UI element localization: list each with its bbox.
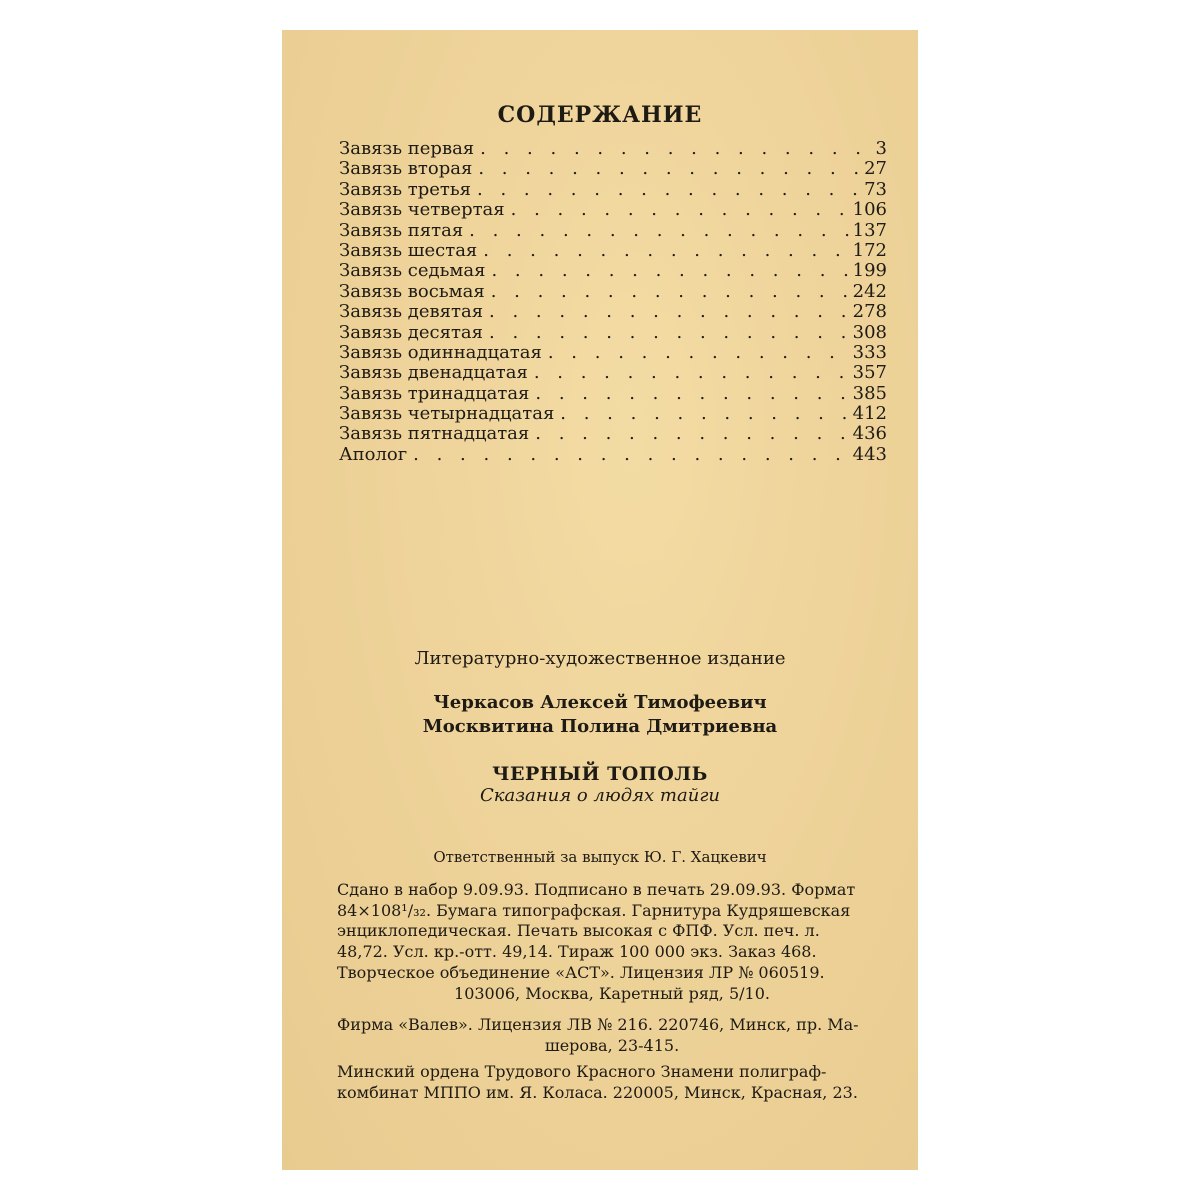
toc-entry [339,282,887,302]
toc-leader-dots [469,221,848,241]
toc-leader-dots [491,261,848,281]
toc-entry-title: Завязь третья [339,178,472,200]
toc-leader-dots [480,139,871,159]
toc-leader-dots [477,180,860,200]
toc-entry [339,343,887,363]
toc-entry [339,180,887,200]
toc-entry-page: 278 [852,301,887,323]
print-details-line: энциклопедическая. Печать высокая с ФПФ. Усл. печ. л. [337,921,820,940]
book-page [282,30,918,1170]
toc-leader-dots [413,445,848,465]
toc-entry [339,302,887,322]
print-details-line: Сдано в набор 9.09.93. Подписано в печать 29.09.93. Формат [337,880,856,899]
toc-entry-title: Завязь четырнадцатая [339,403,555,425]
toc-entry-page: 443 [852,443,887,465]
toc-entry-title: Завязь пятая [339,219,464,241]
toc-entry-page: 172 [852,239,887,261]
toc-leader-dots [489,323,849,343]
toc-entry-title: Завязь одиннадцатая [339,341,542,363]
toc-entry [339,261,887,281]
responsible-editor: Ответственный за выпуск Ю. Г. Хацкевич [433,848,767,866]
toc-entry [339,363,887,383]
printer-info-line: Минский ордена Трудового Красного Знамени полиграф- [337,1062,827,1081]
toc-entry-page: 242 [852,280,887,302]
toc-entry-page: 73 [864,178,887,200]
toc-entry-page: 137 [852,219,887,241]
toc-entry [339,241,887,261]
toc-entry [339,221,887,241]
toc-entry-title: Завязь девятая [339,301,484,323]
toc-entry-page: 357 [852,362,887,384]
book-subtitle: Сказания о людях тайги [479,785,721,806]
print-details-line: 48,72. Усл. кр.-отт. 49,14. Тираж 100 000 экз. Заказ 468. [337,941,817,961]
toc-leader-dots [511,200,849,220]
book-title: ЧЕРНЫЙ ТОПОЛЬ [492,763,708,785]
toc-entry [339,139,887,159]
toc-entry [339,200,887,220]
toc-entry-title: Завязь четвертая [339,199,505,221]
toc-entry-page: 308 [852,321,887,343]
toc-entry-title: Аполог [339,443,408,465]
toc-entry-page: 385 [852,382,887,404]
toc-entry-page: 436 [852,423,887,445]
table-of-contents [339,139,887,465]
toc-entry-title: Завязь первая [339,138,475,159]
toc-entry-page: 412 [852,403,887,425]
toc-leader-dots [535,384,848,404]
toc-entry-page: 27 [864,158,887,180]
publisher-ast [337,963,887,1004]
toc-entry-page: 333 [852,341,887,363]
toc-entry [339,424,887,444]
toc-entry-title: Завязь седьмая [339,260,486,282]
toc-leader-dots [534,363,849,383]
author-name: Москвитина Полина Дмитриевна [422,716,778,737]
toc-leader-dots [483,241,848,261]
toc-entry-title: Завязь восьмая [339,280,485,302]
printer-info [337,1062,887,1103]
toc-entry-page: 106 [852,199,887,221]
publisher-ast-line: Творческое объединение «АСТ». Лицензия ЛР № 060519. [337,963,825,982]
toc-entry-title: Завязь двенадцатая [339,362,528,384]
toc-leader-dots [560,404,848,424]
toc-entry-page: 3 [875,138,887,159]
toc-leader-dots [535,424,848,444]
toc-entry [339,159,887,179]
toc-leader-dots [489,302,849,322]
toc-entry-title: Завязь шестая [339,239,478,261]
toc-leader-dots [548,343,849,363]
publisher-valev [337,1015,887,1056]
print-details [337,880,887,962]
toc-entry-title: Завязь десятая [339,321,483,343]
toc-leader-dots [491,282,849,302]
publisher-valev-line: Фирма «Валев». Лицензия ЛВ № 216. 220746, Минск, пр. Ма- [337,1015,859,1034]
toc-entry [339,323,887,343]
toc-entry-title: Завязь тринадцатая [339,382,530,404]
toc-entry [339,445,887,465]
toc-entry [339,404,887,424]
toc-leader-dots [478,159,860,179]
edition-genre: Литературно-художественное издание [414,648,786,669]
toc-entry-title: Завязь пятнадцатая [339,423,530,445]
printer-info-line: комбинат МППО им. Я. Коласа. 220005, Минск, Красная, 23. [337,1082,858,1102]
publisher-valev-line: шерова, 23-415. [544,1035,680,1055]
author-name: Черкасов Алексей Тимофеевич [433,692,767,713]
publisher-ast-line: 103006, Москва, Каретный ряд, 5/10. [454,983,770,1003]
toc-entry-page: 199 [852,260,887,282]
toc-entry [339,384,887,404]
print-details-line: 84×108¹/₃₂. Бумага типографская. Гарнитура Кудряшевская [337,900,851,920]
toc-entry-title: Завязь вторая [339,158,473,180]
contents-heading: СОДЕРЖАНИЕ [497,102,703,128]
